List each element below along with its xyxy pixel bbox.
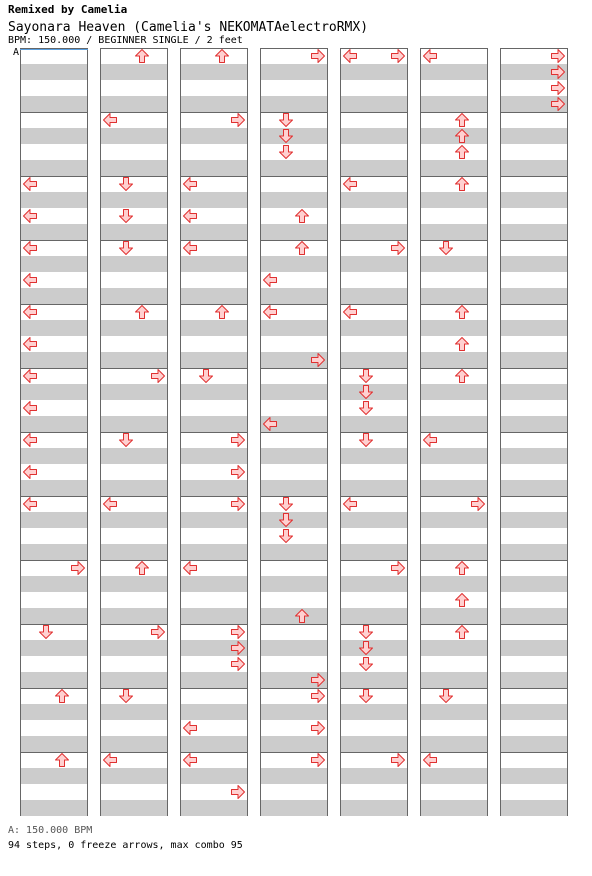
step-arrow-down [358, 640, 374, 656]
step-arrow-left [22, 272, 38, 288]
chart-column-3 [180, 48, 248, 816]
beat-band [101, 608, 167, 624]
beat-band [21, 800, 87, 816]
bpm-marker-line [20, 49, 88, 50]
step-arrow-left [182, 208, 198, 224]
beat-band [181, 128, 247, 144]
step-arrow-left [422, 752, 438, 768]
beat-band [421, 384, 487, 400]
beat-band [421, 768, 487, 784]
beat-band [21, 640, 87, 656]
step-arrow-down [438, 688, 454, 704]
beat-band [261, 800, 327, 816]
step-arrow-down [118, 208, 134, 224]
step-arrow-left [262, 272, 278, 288]
step-arrow-left [22, 304, 38, 320]
step-arrow-left [22, 240, 38, 256]
beat-band [341, 256, 407, 272]
step-arrow-right [550, 48, 566, 64]
beat-band [181, 448, 247, 464]
beat-band [341, 320, 407, 336]
step-arrow-right [310, 352, 326, 368]
beat-band [501, 672, 567, 688]
chart-column-1 [20, 48, 88, 816]
beat-band [261, 288, 327, 304]
step-arrow-up [294, 608, 310, 624]
beat-band [21, 64, 87, 80]
step-arrow-down [198, 368, 214, 384]
beat-band [501, 800, 567, 816]
beat-band [101, 224, 167, 240]
step-arrow-right [230, 112, 246, 128]
beat-band [181, 192, 247, 208]
beat-band [21, 96, 87, 112]
beat-band [261, 96, 327, 112]
beat-band [261, 512, 327, 528]
beat-band [101, 544, 167, 560]
step-arrow-up [454, 336, 470, 352]
beat-band [261, 576, 327, 592]
step-arrow-left [182, 240, 198, 256]
beat-band [501, 256, 567, 272]
step-arrow-down [118, 432, 134, 448]
step-arrow-right [230, 656, 246, 672]
beat-band [341, 800, 407, 816]
step-arrow-right [230, 496, 246, 512]
beat-band [181, 608, 247, 624]
beat-band [101, 480, 167, 496]
beat-band [501, 288, 567, 304]
step-arrow-down [278, 112, 294, 128]
step-arrow-right [470, 496, 486, 512]
step-arrow-right [550, 96, 566, 112]
beat-band [421, 448, 487, 464]
beat-band [181, 352, 247, 368]
step-arrow-left [102, 112, 118, 128]
step-arrow-left [22, 496, 38, 512]
step-arrow-up [454, 592, 470, 608]
step-arrow-left [262, 304, 278, 320]
step-arrow-up [294, 240, 310, 256]
beat-band [421, 800, 487, 816]
step-arrow-down [118, 240, 134, 256]
beat-band [181, 384, 247, 400]
step-arrow-up [454, 176, 470, 192]
step-arrow-left [262, 416, 278, 432]
step-arrow-down [38, 624, 54, 640]
beat-band [341, 416, 407, 432]
step-arrow-right [310, 720, 326, 736]
beat-band [21, 160, 87, 176]
beat-band [261, 480, 327, 496]
beat-band [261, 736, 327, 752]
beat-band [181, 416, 247, 432]
beat-band [261, 192, 327, 208]
beat-band [181, 480, 247, 496]
beat-band [181, 256, 247, 272]
beat-band [421, 736, 487, 752]
beat-band [21, 128, 87, 144]
beat-band [341, 736, 407, 752]
beat-band [501, 448, 567, 464]
step-arrow-right [230, 640, 246, 656]
beat-band [421, 320, 487, 336]
beat-band [421, 192, 487, 208]
step-arrow-right [390, 752, 406, 768]
beat-band [181, 224, 247, 240]
beat-band [341, 160, 407, 176]
step-arrow-down [358, 368, 374, 384]
bpm-legend: A: 150.000 BPM [8, 825, 93, 836]
beat-band [341, 768, 407, 784]
beat-band [261, 704, 327, 720]
beat-band [341, 96, 407, 112]
beat-band [421, 704, 487, 720]
step-arrow-up [294, 208, 310, 224]
beat-band [421, 672, 487, 688]
step-arrow-down [358, 656, 374, 672]
step-arrow-down [358, 400, 374, 416]
beat-band [21, 480, 87, 496]
step-arrow-right [310, 48, 326, 64]
step-arrow-left [182, 560, 198, 576]
beat-band [21, 576, 87, 592]
step-arrow-down [358, 384, 374, 400]
beat-band [421, 640, 487, 656]
chart-column-2 [100, 48, 168, 816]
step-arrow-down [278, 128, 294, 144]
beat-band [341, 352, 407, 368]
step-arrow-right [390, 240, 406, 256]
beat-band [341, 448, 407, 464]
step-arrow-right [550, 64, 566, 80]
step-arrow-left [22, 336, 38, 352]
beat-band [501, 128, 567, 144]
step-arrow-down [278, 528, 294, 544]
beat-band [101, 128, 167, 144]
beat-band [181, 768, 247, 784]
step-arrow-down [118, 176, 134, 192]
step-arrow-up [454, 128, 470, 144]
beat-band [341, 384, 407, 400]
step-arrow-right [230, 432, 246, 448]
step-arrow-right [310, 672, 326, 688]
step-arrow-down [358, 432, 374, 448]
step-arrow-left [342, 304, 358, 320]
beat-band [21, 416, 87, 432]
step-arrow-left [182, 752, 198, 768]
step-arrow-right [70, 560, 86, 576]
beat-band [501, 384, 567, 400]
beat-band [101, 448, 167, 464]
step-arrow-up [54, 752, 70, 768]
beat-band [21, 256, 87, 272]
step-arrow-right [310, 752, 326, 768]
beat-band [341, 512, 407, 528]
chart-column-5 [340, 48, 408, 816]
beat-band [101, 512, 167, 528]
beat-band [21, 224, 87, 240]
beat-band [101, 256, 167, 272]
step-arrow-left [342, 48, 358, 64]
beat-band [421, 288, 487, 304]
step-arrow-right [390, 48, 406, 64]
beat-band [341, 704, 407, 720]
beat-band [101, 192, 167, 208]
step-arrow-up [214, 48, 230, 64]
step-arrow-down [278, 512, 294, 528]
step-arrow-up [54, 688, 70, 704]
beat-band [341, 64, 407, 80]
beat-band [501, 544, 567, 560]
step-arrow-left [182, 176, 198, 192]
beat-band [181, 512, 247, 528]
beat-band [101, 768, 167, 784]
beat-band [341, 544, 407, 560]
beat-band [501, 320, 567, 336]
beat-band [181, 672, 247, 688]
beat-band [101, 352, 167, 368]
beat-band [421, 512, 487, 528]
beat-band [501, 160, 567, 176]
beat-band [501, 608, 567, 624]
beat-band [421, 64, 487, 80]
step-arrow-left [22, 368, 38, 384]
beat-band [21, 544, 87, 560]
beat-band [181, 544, 247, 560]
beat-band [341, 480, 407, 496]
step-arrow-down [438, 240, 454, 256]
step-arrow-left [342, 496, 358, 512]
step-arrow-left [102, 496, 118, 512]
beat-band [341, 288, 407, 304]
beat-band [421, 480, 487, 496]
step-arrow-left [22, 432, 38, 448]
beat-band [181, 736, 247, 752]
step-arrow-up [454, 624, 470, 640]
beat-band [21, 736, 87, 752]
beat-band [181, 320, 247, 336]
step-arrow-left [22, 208, 38, 224]
step-arrow-up [134, 560, 150, 576]
beat-band [261, 256, 327, 272]
step-stats: 94 steps, 0 freeze arrows, max combo 95 [8, 840, 243, 851]
beat-band [421, 256, 487, 272]
beat-band [421, 160, 487, 176]
chart-column-4 [260, 48, 328, 816]
beat-band [101, 800, 167, 816]
beat-band [501, 352, 567, 368]
beat-band [421, 224, 487, 240]
beat-band [501, 192, 567, 208]
beat-band [181, 704, 247, 720]
beat-band [341, 192, 407, 208]
beat-band [101, 64, 167, 80]
beat-band [501, 704, 567, 720]
beat-band [181, 160, 247, 176]
step-arrow-right [310, 688, 326, 704]
beat-band [501, 224, 567, 240]
chart-column-6 [420, 48, 488, 816]
step-arrow-down [358, 688, 374, 704]
beat-band [21, 384, 87, 400]
beat-band [21, 192, 87, 208]
bpm-marker-label: A [13, 47, 20, 58]
remixer-credit: Remixed by Camelia [8, 3, 128, 16]
beat-band [21, 448, 87, 464]
beat-band [21, 704, 87, 720]
beat-band [421, 352, 487, 368]
beat-band [181, 288, 247, 304]
beat-band [261, 64, 327, 80]
beat-band [501, 768, 567, 784]
step-arrow-right [230, 784, 246, 800]
step-arrow-up [214, 304, 230, 320]
beat-band [261, 768, 327, 784]
step-arrow-left [22, 400, 38, 416]
beat-band [341, 608, 407, 624]
beat-band [181, 96, 247, 112]
chart-info: BPM: 150.000 / BEGINNER SINGLE / 2 feet [8, 35, 243, 46]
step-arrow-left [22, 176, 38, 192]
step-arrow-up [454, 144, 470, 160]
beat-band [261, 640, 327, 656]
beat-band [341, 640, 407, 656]
beat-band [421, 96, 487, 112]
step-arrow-left [22, 464, 38, 480]
beat-band [21, 512, 87, 528]
step-arrow-right [230, 464, 246, 480]
beat-band [421, 544, 487, 560]
step-arrow-up [454, 560, 470, 576]
step-arrow-left [182, 720, 198, 736]
beat-band [501, 416, 567, 432]
beat-band [21, 768, 87, 784]
beat-band [261, 320, 327, 336]
beat-band [341, 128, 407, 144]
beat-band [261, 224, 327, 240]
beat-band [101, 416, 167, 432]
beat-band [21, 320, 87, 336]
beat-band [101, 160, 167, 176]
beat-band [261, 160, 327, 176]
beat-band [101, 288, 167, 304]
beat-band [261, 448, 327, 464]
beat-band [341, 672, 407, 688]
beat-band [21, 352, 87, 368]
song-title: Sayonara Heaven (Camelia's NEKOMATAelectroRMX) [8, 20, 369, 35]
step-arrow-left [422, 48, 438, 64]
beat-band [21, 288, 87, 304]
beat-band [341, 224, 407, 240]
step-arrow-down [278, 496, 294, 512]
step-arrow-right [150, 368, 166, 384]
beat-band [421, 576, 487, 592]
step-arrow-left [102, 752, 118, 768]
step-arrow-up [134, 48, 150, 64]
step-arrow-left [342, 176, 358, 192]
beat-band [101, 384, 167, 400]
beat-band [101, 736, 167, 752]
step-arrow-right [150, 624, 166, 640]
step-arrow-up [134, 304, 150, 320]
beat-band [181, 64, 247, 80]
chart-column-7 [500, 48, 568, 816]
beat-band [101, 704, 167, 720]
step-arrow-up [454, 112, 470, 128]
step-arrow-down [118, 688, 134, 704]
beat-band [21, 608, 87, 624]
beat-band [501, 480, 567, 496]
beat-band [501, 576, 567, 592]
beat-band [501, 512, 567, 528]
beat-band [421, 608, 487, 624]
beat-band [101, 320, 167, 336]
beat-band [181, 800, 247, 816]
beat-band [421, 416, 487, 432]
beat-band [21, 672, 87, 688]
beat-band [101, 672, 167, 688]
step-arrow-up [454, 304, 470, 320]
step-arrow-right [390, 560, 406, 576]
beat-band [101, 640, 167, 656]
step-arrow-right [230, 624, 246, 640]
step-arrow-down [358, 624, 374, 640]
step-arrow-down [278, 144, 294, 160]
step-arrow-left [422, 432, 438, 448]
beat-band [501, 736, 567, 752]
beat-band [101, 576, 167, 592]
step-arrow-up [454, 368, 470, 384]
beat-band [261, 384, 327, 400]
beat-band [261, 128, 327, 144]
step-arrow-right [550, 80, 566, 96]
beat-band [181, 576, 247, 592]
beat-band [501, 640, 567, 656]
beat-band [101, 96, 167, 112]
beat-band [261, 544, 327, 560]
beat-band [341, 576, 407, 592]
